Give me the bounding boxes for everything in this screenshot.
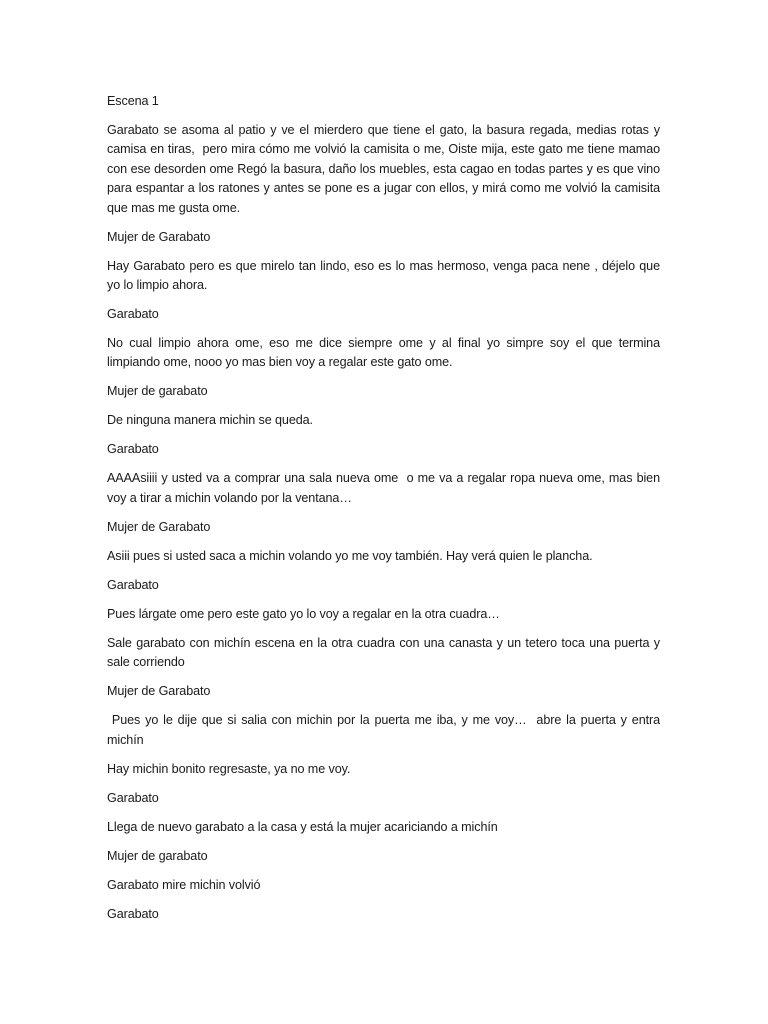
dialogue-paragraph: AAAAsiiii y usted va a comprar una sala nueva ome o me va a regalar ropa nueva ome, mas bien voy a tirar a michin volando por la ventana… <box>107 471 664 505</box>
dialogue-paragraph: Hay michin bonito regresaste, ya no me voy. <box>107 761 351 776</box>
dialogue-paragraph: De ninguna manera michin se queda. <box>107 413 313 428</box>
dialogue-paragraph: Garabato mire michin volvió <box>107 877 261 892</box>
dialogue-paragraph: Pues lárgate ome pero este gato yo lo voy a regalar en la otra cuadra… <box>107 606 500 621</box>
speaker-label: Garabato <box>107 307 159 322</box>
stage-paragraph: Garabato se asoma al patio y ve el mierdero que tiene el gato, la basura regada, medias rotas y camisa en tiras, pero mira cómo me volvió la camisita o me, Oiste mija, este gato me tiene mamao con ese desorden ome Regó la basura, daño los muebles, esta cagao en todas partes y es que vino para espantar a los ratones y antes se pone es a jugar con ellos, y mirá como me volvió la camisita que mas me gusta ome. <box>107 123 664 215</box>
speaker-label: Garabato <box>107 577 159 592</box>
speaker-label: Mujer de Garabato <box>107 684 211 699</box>
speaker-label: Garabato <box>107 442 159 457</box>
dialogue-paragraph: No cual limpio ahora ome, eso me dice siempre ome y al final yo simpre soy el que termina limpiando ome, nooo yo mas bien voy a regalar este gato ome. <box>107 336 664 370</box>
speaker-label: Mujer de garabato <box>107 848 208 863</box>
stage-paragraph: Sale garabato con michín escena en la otra cuadra con una canasta y un tetero toca una puerta y sale corriendo <box>107 635 664 670</box>
speaker-label: Mujer de garabato <box>107 384 208 399</box>
speaker-label: Mujer de Garabato <box>107 229 211 244</box>
stage-paragraph: Llega de nuevo garabato a la casa y está la mujer acariciando a michín <box>107 819 498 834</box>
scene-heading: Escena 1 <box>107 94 159 108</box>
speaker-label: Mujer de Garabato <box>107 519 211 534</box>
dialogue-paragraph: Hay Garabato pero es que mirelo tan lindo, eso es lo mas hermoso, venga paca nene , déjelo que yo lo limpio ahora. <box>107 258 664 293</box>
speaker-label: Garabato <box>107 790 159 805</box>
dialogue-paragraph: Asiii pues si usted saca a michin volando yo me voy también. Hay verá quien le plancha. <box>107 548 593 563</box>
script-text <box>107 92 664 934</box>
dialogue-paragraph: Pues yo le dije que si salia con michin por la puerta me iba, y me voy… abre la puerta y entra michín <box>107 713 664 747</box>
speaker-label: Garabato <box>107 906 159 921</box>
